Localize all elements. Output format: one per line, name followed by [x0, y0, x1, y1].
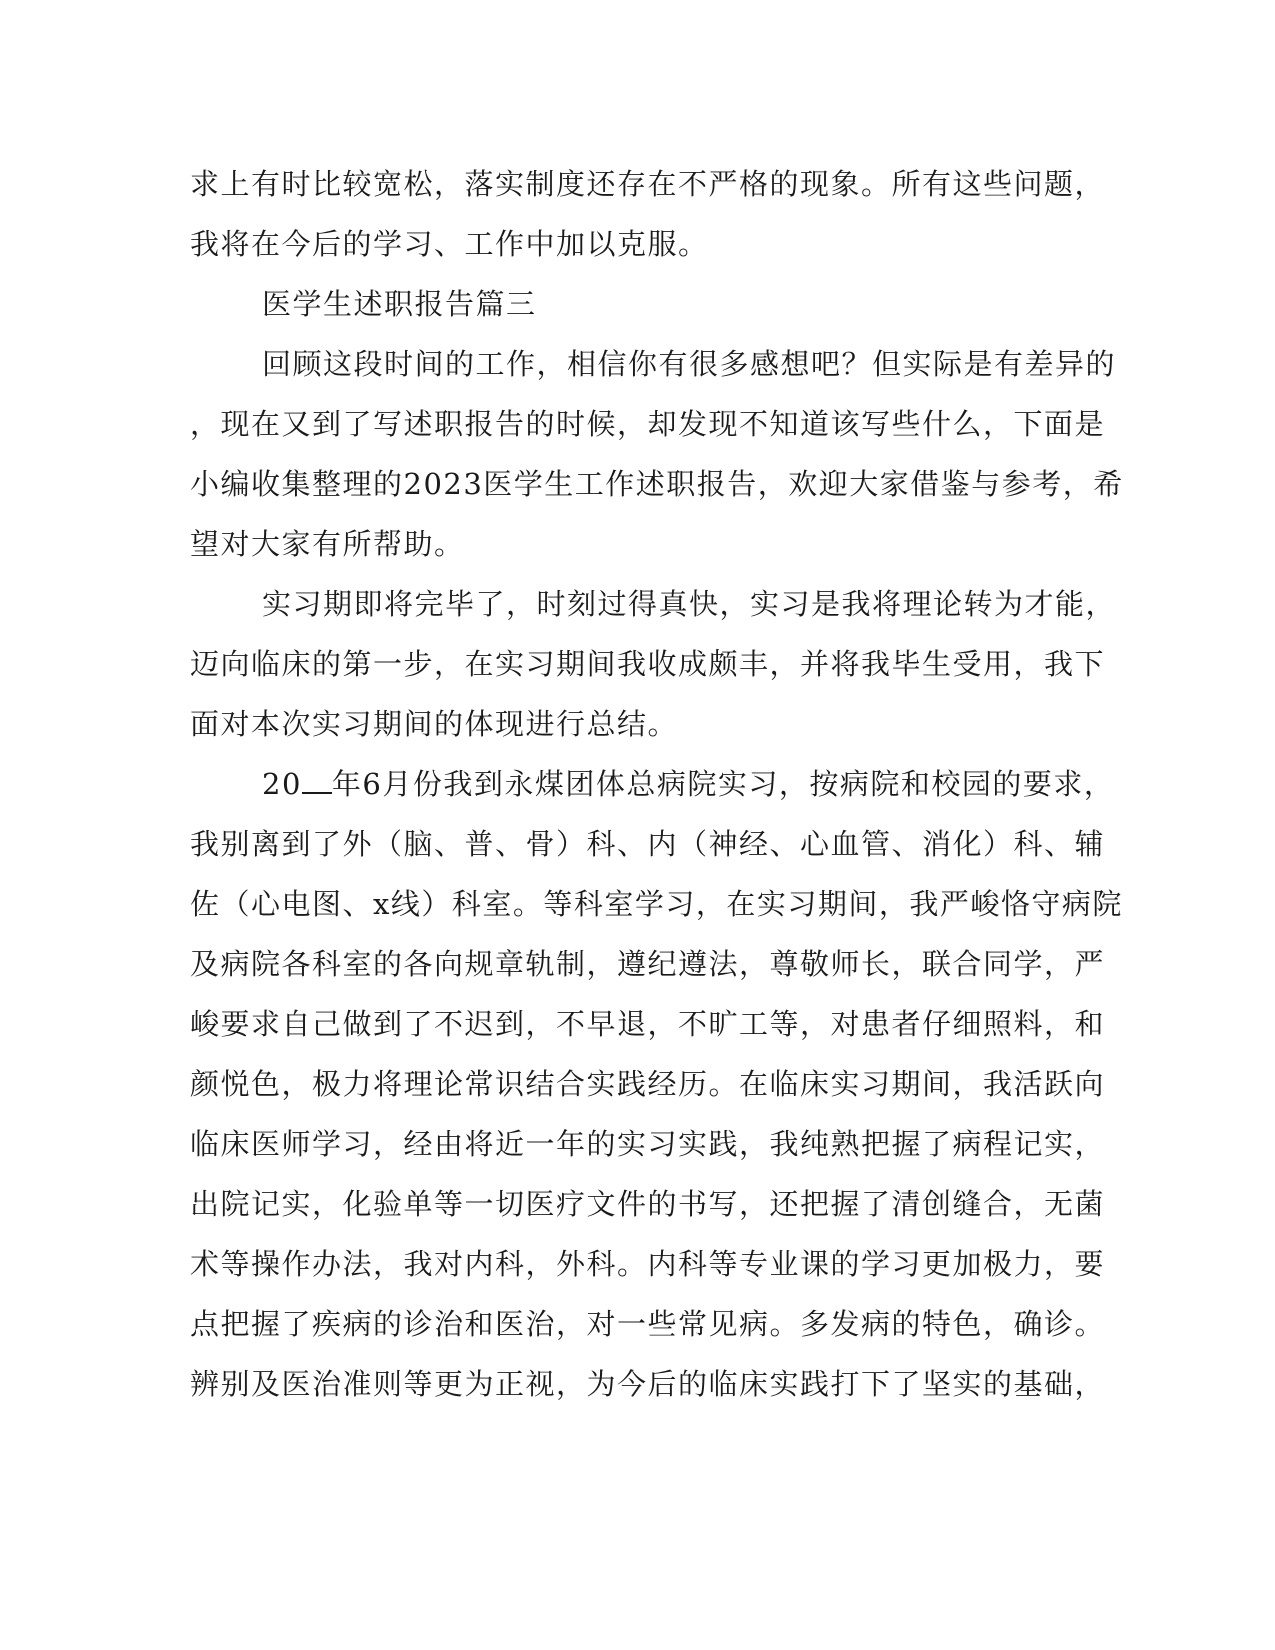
- year-prefix: 20: [262, 767, 302, 801]
- text-line: 迈向临床的第一步，在实习期间我收成颇丰，并将我毕生受用，我下: [190, 647, 1106, 681]
- text-line: 望对大家有所帮助。: [190, 527, 465, 561]
- text-line: 佐（心电图、x线）科室。等科室学习，在实习期间，我严峻恪守病院: [190, 887, 1123, 921]
- text-line: 点把握了疾病的诊治和医治，对一些常见病。多发病的特色，确诊。: [190, 1307, 1106, 1341]
- text-line: 术等操作办法，我对内科，外科。内科等专业课的学习更加极力，要: [190, 1247, 1106, 1281]
- text-line: 我将在今后的学习、工作中加以克服。: [190, 227, 709, 261]
- text-line: 实习期即将完毕了，时刻过得真快，实习是我将理论转为才能，: [262, 587, 1117, 621]
- text-line-rest: 年6月份我到永煤团体总病院实习，按病院和校园的要求，: [331, 767, 1115, 801]
- text-line: ，现在又到了写述职报告的时候，却发现不知道该写些什么，下面是: [190, 407, 1106, 441]
- blank-underline: [302, 768, 332, 794]
- text-line: 颜悦色，极力将理论常识结合实践经历。在临床实习期间，我活跃向: [190, 1067, 1106, 1101]
- text-line: 及病院各科室的各向规章轨制，遵纪遵法，尊敬师长，联合同学，严: [190, 947, 1106, 981]
- text-line: 我别离到了外（脑、普、骨）科、内（神经、心血管、消化）科、辅: [190, 827, 1106, 861]
- text-line: 临床医师学习，经由将近一年的实习实践，我纯熟把握了病程记实，: [190, 1127, 1106, 1161]
- text-line: 小编收集整理的2023医学生工作述职报告，欢迎大家借鉴与参考，希: [190, 467, 1124, 501]
- text-line: 求上有时比较宽松，落实制度还存在不严格的现象。所有这些问题，: [190, 167, 1106, 201]
- text-line: [262, 764, 1162, 804]
- text-line: 辨别及医治准则等更为正视，为今后的临床实践打下了坚实的基础，: [190, 1367, 1106, 1401]
- text-line: 峻要求自己做到了不迟到，不早退，不旷工等，对患者仔细照料，和: [190, 1007, 1106, 1041]
- section-heading: 医学生述职报告篇三: [262, 287, 537, 321]
- text-line: 面对本次实习期间的体现进行总结。: [190, 707, 679, 741]
- text-line: 回顾这段时间的工作，相信你有很多感想吧？但实际是有差异的: [262, 347, 1117, 381]
- text-line: 出院记实，化验单等一切医疗文件的书写，还把握了清创缝合，无菌: [190, 1187, 1106, 1221]
